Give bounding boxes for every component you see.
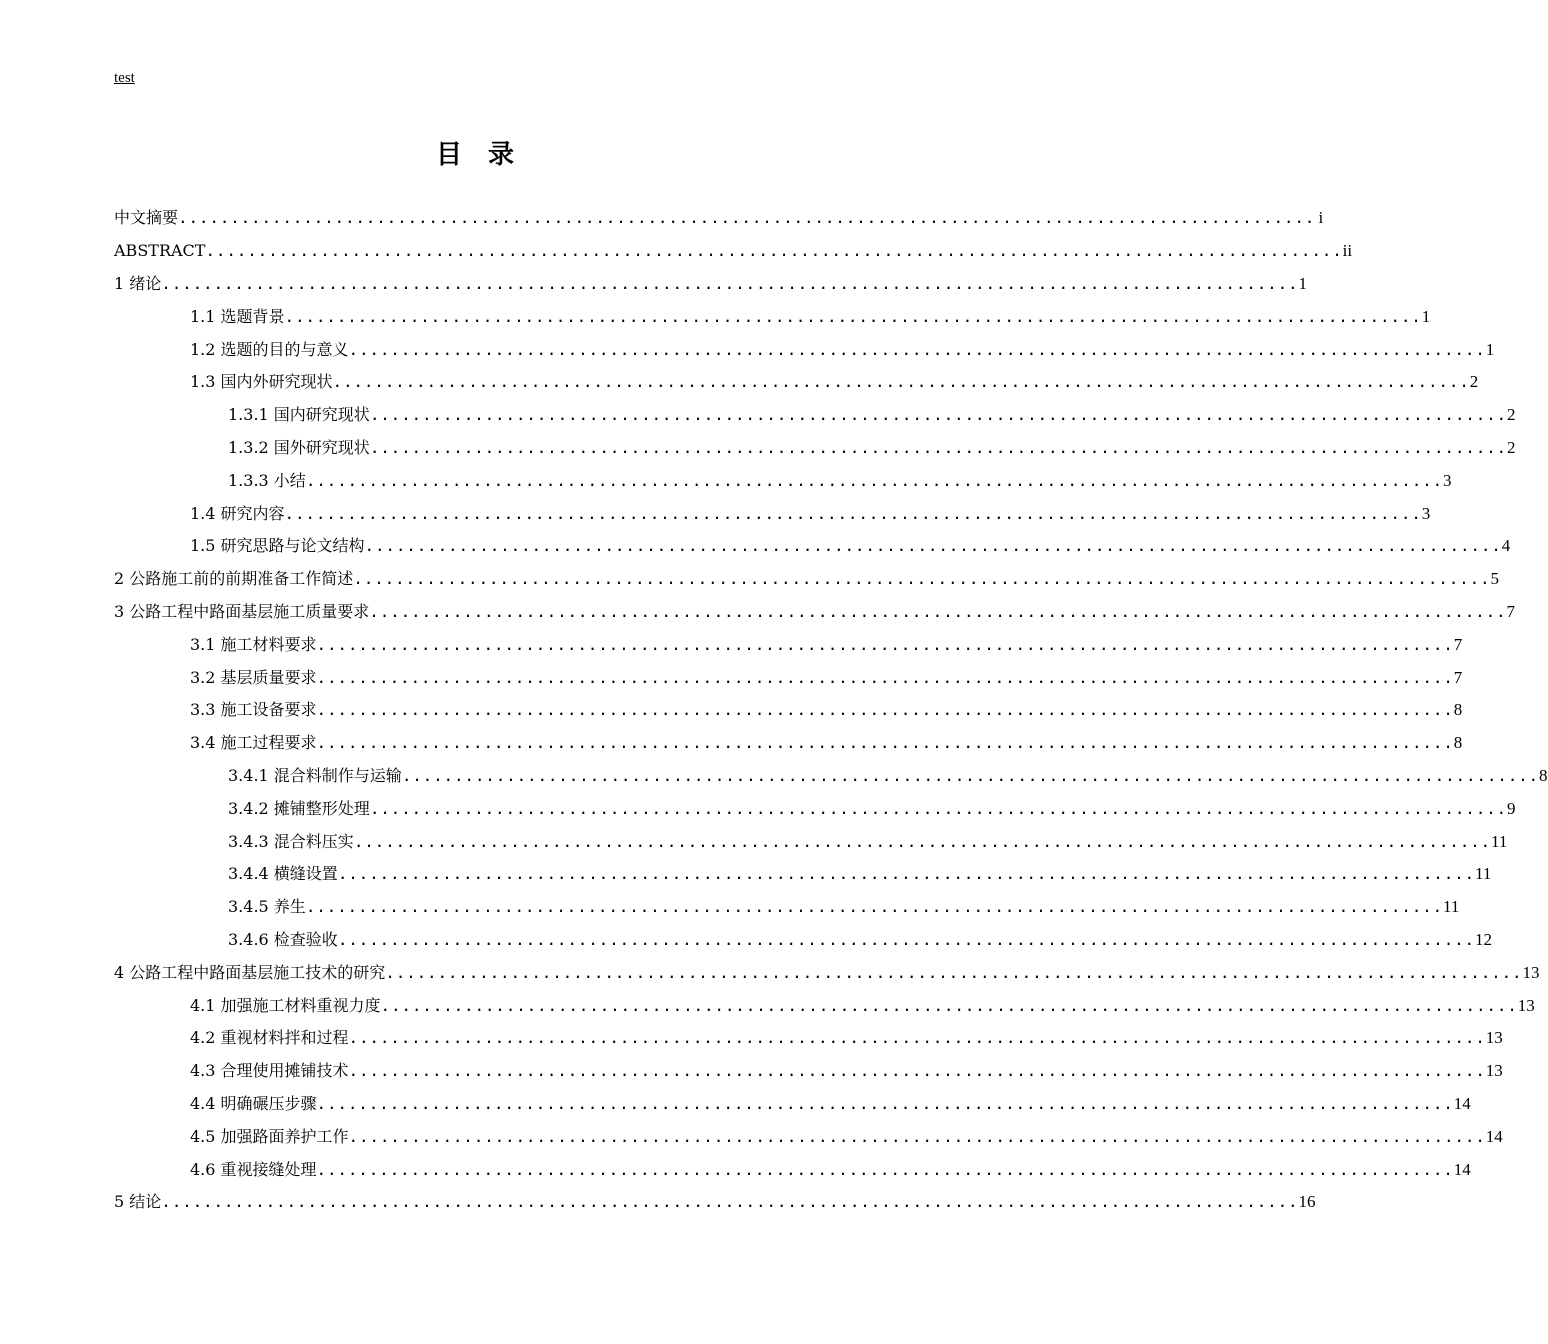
toc-page-number: 7 <box>1453 634 1463 654</box>
toc-page-number: 7 <box>1453 667 1463 687</box>
toc-page-number: 1 <box>1485 339 1495 359</box>
toc-entry[interactable] <box>114 1153 1471 1186</box>
toc-page-number: 12 <box>1475 929 1492 949</box>
toc-entry-label: 3.3 施工设备要求 <box>190 700 317 720</box>
toc-dot-leader: ............................................................................................................. <box>401 765 1539 785</box>
toc-entry[interactable] <box>114 530 1511 563</box>
toc-dot-leader: ............................................................................................................. <box>337 864 1475 884</box>
toc-entry-label: 4.1 加强施工材料重视力度 <box>190 995 381 1015</box>
toc-entry[interactable] <box>114 956 1540 989</box>
toc-page-number: 13 <box>1485 1028 1503 1048</box>
toc-entry-label: 3.4.3 混合料压实 <box>228 831 354 851</box>
toc-entry[interactable] <box>114 760 1548 793</box>
toc-entry-label: 3.4.5 养生 <box>228 897 306 917</box>
toc-entry-label: 1.3.1 国内研究现状 <box>228 405 370 425</box>
toc-entry-label: 3.4 施工过程要求 <box>190 733 317 753</box>
toc-dot-leader: ............................................................................................................. <box>161 273 1299 293</box>
toc-page-number: 9 <box>1507 798 1516 818</box>
toc-dot-leader: ............................................................................................................. <box>348 339 1486 359</box>
toc-page-number: 3 <box>1443 470 1452 490</box>
toc-dot-leader: ............................................................................................................. <box>284 306 1422 326</box>
toc-dot-leader: ............................................................................................................. <box>369 405 1507 425</box>
toc-page-number: 14 <box>1453 1093 1471 1113</box>
toc-page-number: 16 <box>1298 1192 1316 1212</box>
toc-dot-leader: ............................................................................................................. <box>316 1159 1454 1179</box>
toc-dot-leader: ............................................................................................................. <box>364 536 1502 556</box>
toc-entry-label: 1.3.2 国外研究现状 <box>228 437 370 457</box>
toc-entry[interactable] <box>114 1022 1503 1055</box>
toc-entry[interactable] <box>114 1088 1471 1121</box>
toc-entry[interactable] <box>114 333 1495 366</box>
toc-page-number: 2 <box>1507 437 1516 457</box>
toc-entry[interactable] <box>114 661 1463 694</box>
toc-entry[interactable] <box>114 464 1452 497</box>
toc-page-number: 5 <box>1490 569 1499 589</box>
toc-entry[interactable] <box>114 596 1515 629</box>
toc-entry[interactable] <box>114 432 1516 465</box>
toc-dot-leader: ............................................................................................................. <box>316 1093 1454 1113</box>
toc-entry-label: 3.4.6 检查验收 <box>228 929 338 949</box>
toc-entry[interactable] <box>114 727 1463 760</box>
toc-page-number: 11 <box>1491 831 1508 851</box>
toc-dot-leader: ............................................................................................................. <box>353 569 1491 589</box>
toc-entry[interactable] <box>114 235 1353 268</box>
toc-entry[interactable] <box>114 399 1516 432</box>
toc-dot-leader: ............................................................................................................. <box>161 1192 1299 1212</box>
toc-dot-leader: ............................................................................................................. <box>205 241 1343 261</box>
toc-entry-label: 1.2 选题的目的与意义 <box>190 339 349 359</box>
toc-dot-leader: ............................................................................................................. <box>316 700 1454 720</box>
table-of-contents-title: 目 录 <box>435 140 514 170</box>
toc-page-number: 1 <box>1421 306 1431 326</box>
toc-dot-leader: ............................................................................................................. <box>284 503 1422 523</box>
toc-page-number: 8 <box>1453 733 1463 753</box>
toc-entry-label: 4.6 重视接缝处理 <box>190 1159 317 1179</box>
toc-entry-label: 3 公路工程中路面基层施工质量要求 <box>114 601 370 621</box>
toc-dot-leader: ............................................................................................................. <box>332 372 1470 392</box>
toc-entry[interactable] <box>114 1055 1503 1088</box>
toc-dot-leader: ............................................................................................................. <box>353 831 1491 851</box>
toc-entry-label: 1.3.3 小结 <box>228 470 306 490</box>
toc-page-number: 2 <box>1469 372 1479 392</box>
toc-dot-leader: ............................................................................................................. <box>316 634 1454 654</box>
toc-entry[interactable] <box>114 825 1508 858</box>
toc-dot-leader: ............................................................................................................. <box>369 437 1507 457</box>
toc-page-number: 8 <box>1453 700 1463 720</box>
toc-entry-label: 4.2 重视材料拌和过程 <box>190 1028 349 1048</box>
toc-entry[interactable] <box>114 989 1535 1022</box>
toc-entry-label: 4 公路工程中路面基层施工技术的研究 <box>114 962 386 982</box>
toc-entry[interactable] <box>114 694 1463 727</box>
toc-entry-label: 5 结论 <box>114 1192 162 1212</box>
toc-page-number: 1 <box>1298 273 1307 293</box>
toc-page-number: 14 <box>1453 1159 1471 1179</box>
toc-entry[interactable] <box>114 1120 1503 1153</box>
toc-page-number: 3 <box>1421 503 1431 523</box>
page-header-text: test <box>114 70 135 86</box>
toc-page-number: 11 <box>1443 897 1460 917</box>
toc-page-number: 13 <box>1485 1061 1503 1081</box>
toc-dot-leader: ............................................................................................................. <box>369 601 1507 621</box>
toc-entry-label: 3.1 施工材料要求 <box>190 634 317 654</box>
toc-dot-leader: ............................................................................................................. <box>380 995 1518 1015</box>
toc-page-number: 13 <box>1517 995 1535 1015</box>
toc-entry[interactable] <box>114 792 1516 825</box>
toc-entry-label: 3.4.4 横缝设置 <box>228 864 338 884</box>
toc-dot-leader: ............................................................................................................. <box>316 733 1454 753</box>
toc-dot-leader: ............................................................................................................. <box>348 1126 1486 1146</box>
toc-dot-leader: ............................................................................................................. <box>385 962 1523 982</box>
toc-page-number: 7 <box>1506 601 1515 621</box>
toc-entry-label: 4.4 明确碾压步骤 <box>190 1093 317 1113</box>
toc-dot-leader: ............................................................................................................. <box>178 208 1316 228</box>
toc-entry[interactable] <box>114 366 1479 399</box>
toc-entry-label: 4.3 合理使用摊铺技术 <box>190 1061 349 1081</box>
toc-page-number: ii <box>1342 241 1353 261</box>
toc-entry[interactable] <box>114 563 1499 596</box>
toc-page-number: 11 <box>1475 864 1492 884</box>
toc-entry[interactable] <box>114 858 1492 891</box>
toc-entry[interactable] <box>114 268 1307 301</box>
toc-entry[interactable] <box>114 924 1492 957</box>
toc-entry-label: 1.1 选题背景 <box>190 306 285 326</box>
toc-dot-leader: ............................................................................................................. <box>348 1061 1486 1081</box>
toc-page-number: 4 <box>1501 536 1511 556</box>
toc-page-number: 8 <box>1539 765 1548 785</box>
toc-entry-label: 3.2 基层质量要求 <box>190 667 317 687</box>
table-of-contents <box>114 202 1548 1219</box>
toc-dot-leader: ............................................................................................................. <box>305 897 1443 917</box>
toc-entry-label: ABSTRACT <box>114 241 206 261</box>
toc-page-number: 2 <box>1507 405 1516 425</box>
toc-page-number: 13 <box>1522 962 1540 982</box>
toc-entry-label: 中文摘要 <box>114 208 179 228</box>
toc-entry[interactable] <box>114 300 1431 333</box>
toc-page-number: 14 <box>1485 1126 1503 1146</box>
toc-entry-label: 1.4 研究内容 <box>190 503 285 523</box>
toc-dot-leader: ............................................................................................................. <box>348 1028 1486 1048</box>
toc-dot-leader: ............................................................................................................. <box>369 798 1507 818</box>
toc-page-number: i <box>1318 208 1324 228</box>
toc-entry[interactable] <box>114 497 1431 530</box>
toc-entry-label: 3.4.1 混合料制作与运输 <box>228 765 402 785</box>
toc-entry-label: 1 绪论 <box>114 273 162 293</box>
toc-entry-label: 3.4.2 摊铺整形处理 <box>228 798 370 818</box>
toc-entry[interactable] <box>114 1186 1316 1219</box>
toc-entry-label: 2 公路施工前的前期准备工作简述 <box>114 569 354 589</box>
toc-entry[interactable] <box>114 628 1463 661</box>
toc-entry-label: 1.3 国内外研究现状 <box>190 372 333 392</box>
toc-entry[interactable] <box>114 891 1460 924</box>
toc-entry-label: 4.5 加强路面养护工作 <box>190 1126 349 1146</box>
toc-entry[interactable] <box>114 202 1324 235</box>
toc-dot-leader: ............................................................................................................. <box>337 929 1475 949</box>
toc-entry-label: 1.5 研究思路与论文结构 <box>190 536 365 556</box>
toc-dot-leader: ............................................................................................................. <box>316 667 1454 687</box>
toc-dot-leader: ............................................................................................................. <box>305 470 1443 490</box>
